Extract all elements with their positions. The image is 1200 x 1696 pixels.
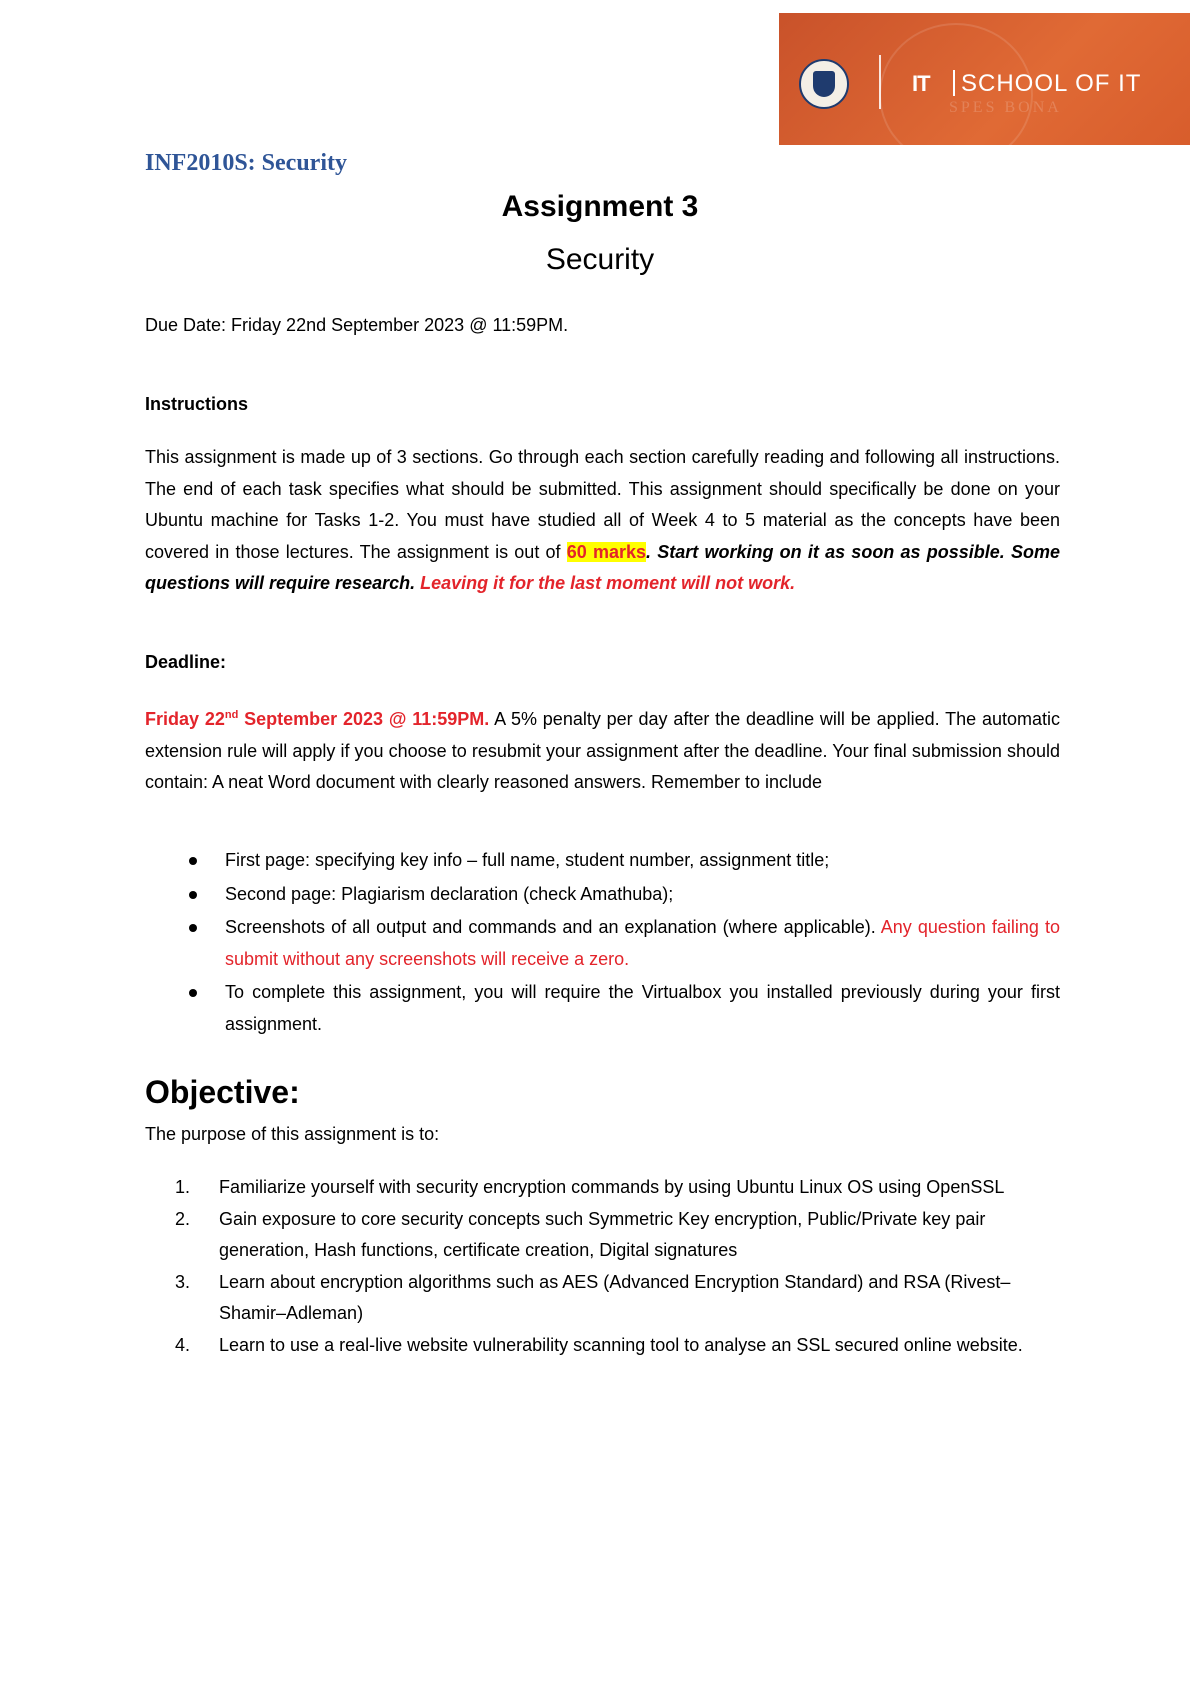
school-name: SCHOOL OF IT: [961, 70, 1142, 97]
screenshot-warning: Any question failing to submit without any screenshots will receive a zero.: [225, 917, 1060, 969]
deadline-paragraph: [145, 700, 1060, 799]
list-item: 2. Gain exposure to core security concepts such Symmetric Key encryption, Public/Private key pair generation, Hash functions, certificate creation, Digital signatures: [175, 1208, 986, 1260]
list-item: Screenshots of all output and commands and an explanation (where applicable). Any question failing to submit without any screenshots will receive a zero.: [145, 912, 1060, 975]
course-title: INF2010S: Security: [145, 150, 347, 176]
school-banner: [779, 13, 1190, 145]
logo-separator: [953, 70, 955, 96]
assignment-subtitle: Security: [545, 243, 655, 276]
deadline-date: Friday 22: [145, 709, 225, 729]
it-logo: IT: [912, 71, 930, 96]
objectives-list: [145, 1172, 1060, 1361]
marks-highlight: 60 marks: [566, 541, 647, 562]
submission-list: [145, 845, 1060, 1042]
banner-divider: [879, 55, 881, 109]
deadline-heading: Deadline:: [145, 652, 227, 672]
instructions-text: This assignment is made up of 3 sections. Go through each section carefully reading and following all instructions. The end of each task specifies what should be submitted. This assignment should specifically be done on your Ubuntu machine for Tasks 1-2. You must have studied all of Week 4 to 5 material as the concepts have been covered in those lectures. The assignment is out of: [145, 447, 1060, 562]
list-item: Second page: Plagiarism declaration (check Amathuba);: [145, 879, 1060, 911]
university-crest-icon: [799, 59, 849, 109]
due-date: Due Date: Friday 22nd September 2023 @ 11:59PM.: [145, 315, 569, 335]
list-item: 1. Familiarize yourself with security encryption commands by using Ubuntu Linux OS using OpenSSL: [175, 1177, 1005, 1197]
instructions-period: .: [646, 541, 652, 562]
deadline-date-suffix: nd: [224, 709, 239, 721]
list-item: To complete this assignment, you will require the Virtualbox you installed previously during your first assignment.: [145, 977, 1060, 1040]
list-item: 4. Learn to use a real-live website vulnerability scanning tool to analyse an SSL secured online website.: [175, 1334, 1023, 1355]
list-item: First page: specifying key info – full name, student number, assignment title;: [145, 845, 1060, 877]
assignment-title: Assignment 3: [501, 190, 699, 223]
instructions-heading: Instructions: [145, 394, 249, 414]
objective-heading: Objective:: [145, 1074, 300, 1110]
purpose-text: The purpose of this assignment is to:: [145, 1124, 440, 1144]
list-item: 3. Learn about encryption algorithms such as AES (Advanced Encryption Standard) and RSA (Rivest–Shamir–Adleman): [175, 1271, 1011, 1323]
deadline-time: September 2023 @ 11:59PM.: [238, 709, 490, 729]
start-early-note: Start working on it as soon as possible. Some questions will require research.: [145, 541, 1060, 593]
banner-watermark-text: SPES BONA: [949, 99, 1062, 116]
instructions-paragraph: [145, 442, 1060, 600]
last-moment-warning: Leaving it for the last moment will not work.: [415, 573, 796, 593]
deadline-text: A 5% penalty per day after the deadline will be applied. The automatic extension rule will apply if you choose to resubmit your assignment after the deadline. Your final submission should contain: A neat Word document with clearly reasoned answers. Remember to include: [145, 709, 1061, 792]
